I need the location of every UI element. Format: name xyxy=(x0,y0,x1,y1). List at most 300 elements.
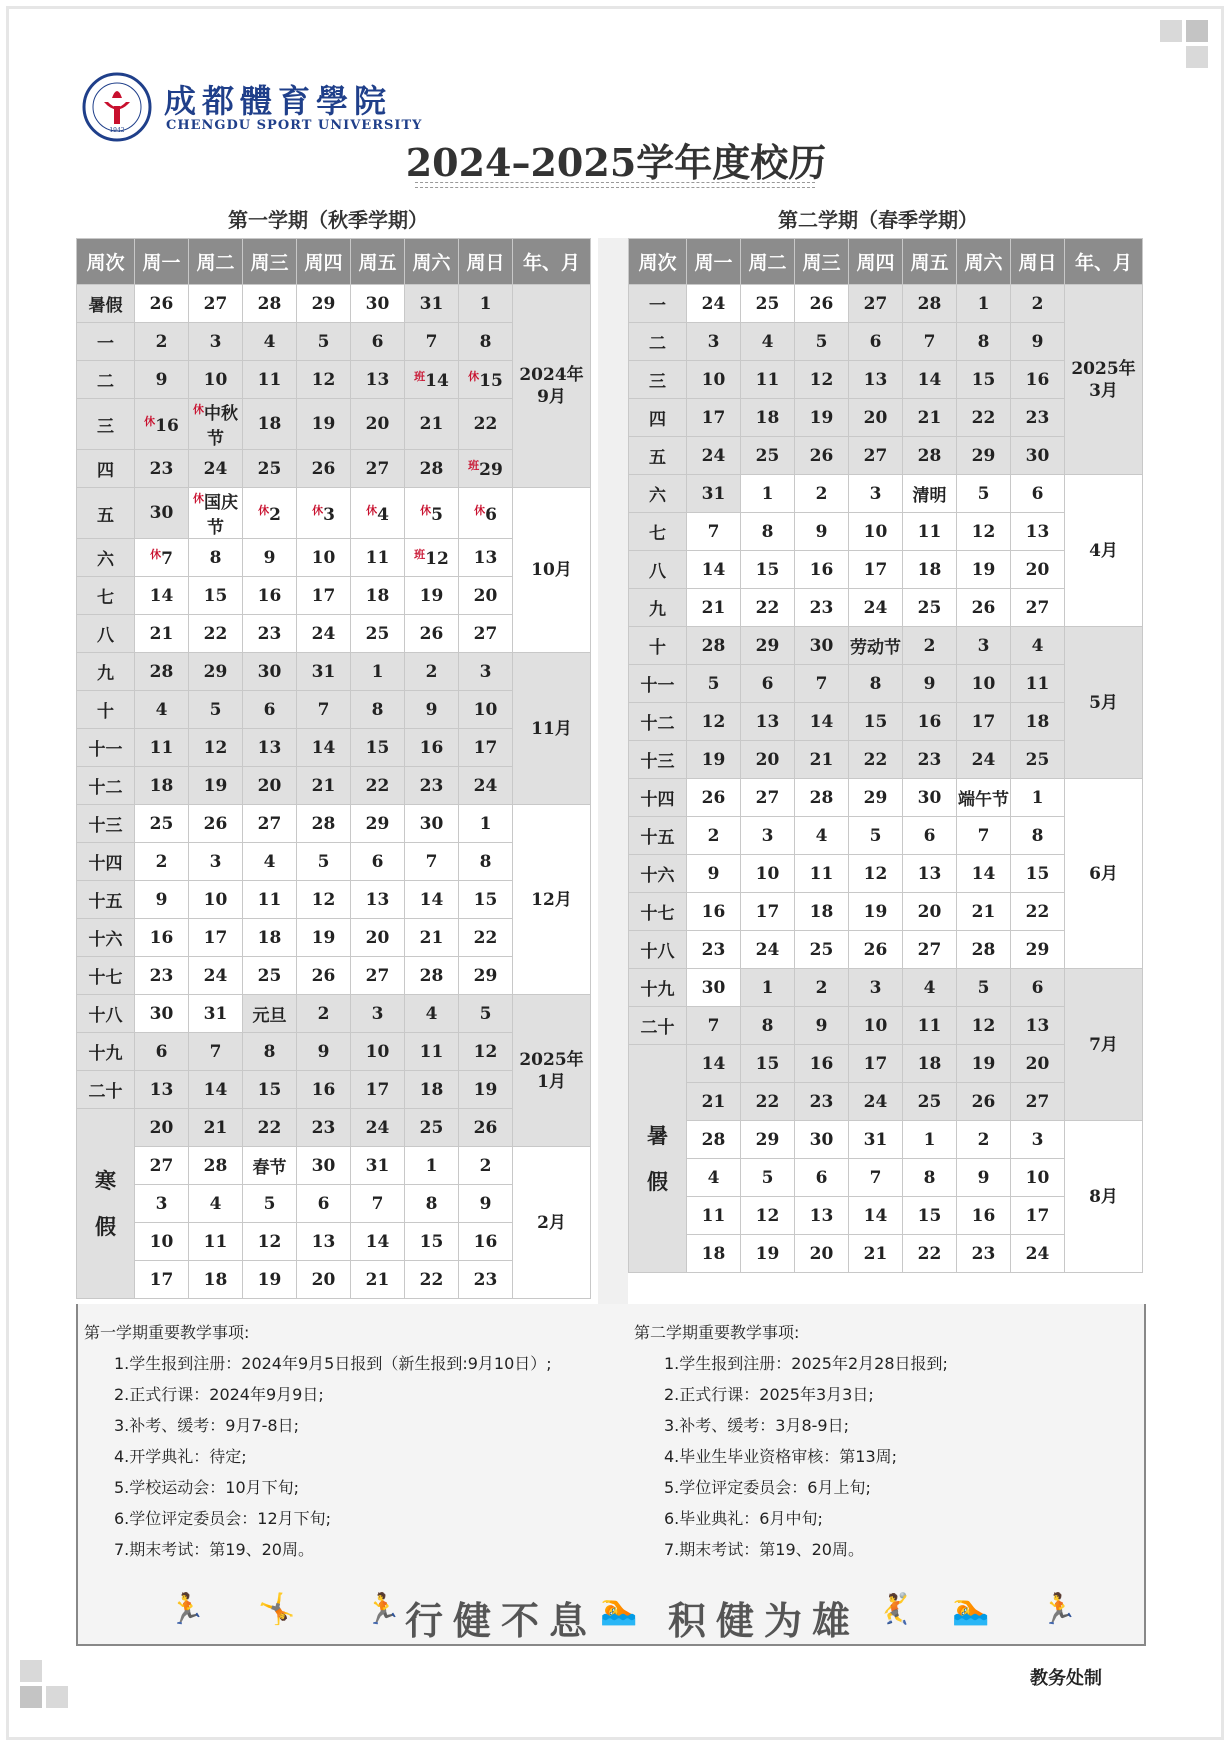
day-cell: 29 xyxy=(459,957,513,995)
header-0: 周次 xyxy=(629,239,687,285)
day-cell: 15 xyxy=(351,729,405,767)
day-cell: 10 xyxy=(189,881,243,919)
header-0: 周次 xyxy=(77,239,135,285)
header-3: 周三 xyxy=(243,239,297,285)
holiday-mark: 休 xyxy=(474,503,486,517)
note-item: 4.毕业生毕业资格审核：第13周; xyxy=(664,1447,898,1466)
month-label: 12月 xyxy=(513,805,591,995)
day-cell: 25 xyxy=(243,957,297,995)
day-cell: 20 xyxy=(1011,1045,1065,1083)
day-cell: 22 xyxy=(405,1261,459,1299)
note-item: 6.学位评定委员会：12月下旬; xyxy=(114,1509,332,1528)
week-label: 十七 xyxy=(629,893,687,931)
week-label: 十五 xyxy=(77,881,135,919)
day-cell: 22 xyxy=(1011,893,1065,931)
day-cell: 9 xyxy=(297,1033,351,1071)
day-cell: 20 xyxy=(459,577,513,615)
day-cell: 30 xyxy=(795,627,849,665)
day-number: 29 xyxy=(479,460,503,480)
day-cell: 14 xyxy=(957,855,1011,893)
day-cell: 2 xyxy=(957,1121,1011,1159)
month-label: 11月 xyxy=(513,653,591,805)
day-cell: 24 xyxy=(459,767,513,805)
week-label: 十八 xyxy=(629,931,687,969)
day-cell: 24 xyxy=(849,1083,903,1121)
day-cell: 3 xyxy=(957,627,1011,665)
day-cell: 12 xyxy=(957,1007,1011,1045)
day-number: 6 xyxy=(485,504,497,525)
day-cell xyxy=(405,488,459,539)
day-cell: 28 xyxy=(903,437,957,475)
day-cell: 31 xyxy=(189,995,243,1033)
day-cell: 4 xyxy=(687,1159,741,1197)
day-cell: 20 xyxy=(849,399,903,437)
day-cell: 27 xyxy=(1011,1083,1065,1121)
day-cell: 10 xyxy=(957,665,1011,703)
month-label: 2月 xyxy=(513,1147,591,1299)
table-row xyxy=(77,488,591,539)
corner-decoration xyxy=(1186,46,1208,68)
holiday-mark: 班 xyxy=(414,370,426,383)
day-cell: 7 xyxy=(903,323,957,361)
week-label: 十八 xyxy=(77,995,135,1033)
day-cell: 19 xyxy=(243,1261,297,1299)
week-label: 十三 xyxy=(629,741,687,779)
month-label: 2024年 9月 xyxy=(513,285,591,488)
day-cell: 1 xyxy=(741,969,795,1007)
day-cell: 20 xyxy=(741,741,795,779)
day-cell: 27 xyxy=(459,615,513,653)
day-cell xyxy=(459,450,513,488)
day-cell: 25 xyxy=(405,1109,459,1147)
day-cell: 8 xyxy=(351,691,405,729)
week-label: 二十 xyxy=(77,1071,135,1109)
day-cell: 12 xyxy=(297,881,351,919)
day-cell: 13 xyxy=(351,361,405,399)
day-cell: 6 xyxy=(135,1033,189,1071)
day-cell: 26 xyxy=(297,450,351,488)
day-number: 国庆节 xyxy=(204,493,238,538)
day-cell: 5 xyxy=(795,323,849,361)
month-label: 6月 xyxy=(1065,779,1143,969)
day-cell: 6 xyxy=(1011,475,1065,513)
day-cell: 22 xyxy=(243,1109,297,1147)
day-cell: 2 xyxy=(903,627,957,665)
day-cell: 劳动节 xyxy=(849,627,903,665)
day-cell: 2 xyxy=(795,475,849,513)
week-label: 五 xyxy=(629,437,687,475)
day-cell: 12 xyxy=(795,361,849,399)
table-row xyxy=(629,285,1143,323)
day-cell: 27 xyxy=(903,931,957,969)
day-cell: 10 xyxy=(135,1223,189,1261)
day-cell: 29 xyxy=(957,437,1011,475)
semester1-notes xyxy=(84,1320,552,1568)
day-cell: 21 xyxy=(405,399,459,450)
corner-decoration xyxy=(46,1686,68,1708)
week-label: 二 xyxy=(77,361,135,399)
day-cell: 16 xyxy=(405,729,459,767)
day-cell: 5 xyxy=(687,665,741,703)
header-6: 周六 xyxy=(957,239,1011,285)
day-number: 12 xyxy=(425,549,449,569)
day-cell: 27 xyxy=(189,285,243,323)
day-cell: 12 xyxy=(849,855,903,893)
day-cell: 1 xyxy=(957,285,1011,323)
day-cell: 11 xyxy=(795,855,849,893)
week-label: 十六 xyxy=(629,855,687,893)
day-cell: 28 xyxy=(405,450,459,488)
day-cell: 4 xyxy=(405,995,459,1033)
day-cell: 15 xyxy=(243,1071,297,1109)
day-cell: 13 xyxy=(1011,513,1065,551)
day-cell: 2 xyxy=(135,323,189,361)
day-cell: 23 xyxy=(687,931,741,969)
day-cell: 23 xyxy=(957,1235,1011,1273)
week-label: 八 xyxy=(629,551,687,589)
table-row xyxy=(629,627,1143,665)
day-cell: 15 xyxy=(957,361,1011,399)
day-cell: 28 xyxy=(687,1121,741,1159)
day-cell: 27 xyxy=(849,437,903,475)
note-item: 1.学生报到注册：2024年9月5日报到（新生报到:9月10日）; xyxy=(114,1354,552,1373)
day-cell: 9 xyxy=(795,1007,849,1045)
day-cell xyxy=(351,488,405,539)
day-cell: 8 xyxy=(189,539,243,577)
day-cell: 26 xyxy=(135,285,189,323)
corner-decoration xyxy=(1160,20,1182,42)
holiday-mark: 休 xyxy=(420,503,432,517)
week-label: 一 xyxy=(629,285,687,323)
day-cell: 7 xyxy=(297,691,351,729)
day-cell: 13 xyxy=(243,729,297,767)
day-cell: 6 xyxy=(849,323,903,361)
day-cell: 18 xyxy=(243,919,297,957)
week-label: 四 xyxy=(629,399,687,437)
semester2-calendar xyxy=(628,238,1143,1273)
day-cell: 10 xyxy=(687,361,741,399)
day-cell: 18 xyxy=(1011,703,1065,741)
day-cell: 11 xyxy=(1011,665,1065,703)
day-cell: 28 xyxy=(135,653,189,691)
day-cell xyxy=(405,539,459,577)
week-label: 十九 xyxy=(629,969,687,1007)
day-cell: 22 xyxy=(189,615,243,653)
day-cell: 1 xyxy=(405,1147,459,1185)
day-cell: 21 xyxy=(687,1083,741,1121)
title-underline xyxy=(415,182,815,188)
day-cell: 23 xyxy=(1011,399,1065,437)
day-cell: 12 xyxy=(297,361,351,399)
day-cell: 18 xyxy=(351,577,405,615)
day-cell: 4 xyxy=(135,691,189,729)
semester2-label: 第二学期（春季学期） xyxy=(778,208,978,232)
day-cell: 17 xyxy=(849,1045,903,1083)
day-cell: 20 xyxy=(795,1235,849,1273)
day-cell: 13 xyxy=(1011,1007,1065,1045)
day-cell: 16 xyxy=(135,919,189,957)
day-cell: 16 xyxy=(903,703,957,741)
day-cell: 21 xyxy=(351,1261,405,1299)
day-cell: 3 xyxy=(687,323,741,361)
day-cell: 20 xyxy=(297,1261,351,1299)
day-cell: 8 xyxy=(741,1007,795,1045)
notes-title: 第二学期重要教学事项: xyxy=(634,1323,800,1342)
day-cell: 17 xyxy=(297,577,351,615)
day-cell: 4 xyxy=(189,1185,243,1223)
day-cell: 21 xyxy=(795,741,849,779)
day-cell: 19 xyxy=(687,741,741,779)
day-cell: 6 xyxy=(1011,969,1065,1007)
notes-title: 第一学期重要教学事项: xyxy=(84,1323,250,1342)
day-cell: 1 xyxy=(459,805,513,843)
swimmer-icon: 🏊 xyxy=(600,1592,638,1627)
header-2: 周二 xyxy=(741,239,795,285)
day-cell: 9 xyxy=(795,513,849,551)
day-cell: 22 xyxy=(459,919,513,957)
day-cell: 5 xyxy=(957,475,1011,513)
day-cell: 10 xyxy=(189,361,243,399)
week-label: 八 xyxy=(77,615,135,653)
day-cell: 29 xyxy=(1011,931,1065,969)
day-cell: 5 xyxy=(297,843,351,881)
day-cell: 25 xyxy=(243,450,297,488)
day-cell: 14 xyxy=(903,361,957,399)
table-separator xyxy=(598,238,628,1304)
day-cell: 4 xyxy=(903,969,957,1007)
day-cell xyxy=(405,361,459,399)
day-cell: 8 xyxy=(405,1185,459,1223)
week-label: 十九 xyxy=(77,1033,135,1071)
school-name-cn: 成都體育學院 xyxy=(164,82,393,120)
table-row xyxy=(629,1121,1143,1159)
week-label: 暑假 xyxy=(77,285,135,323)
day-cell: 14 xyxy=(795,703,849,741)
month-label: 2025年 3月 xyxy=(1065,285,1143,475)
day-cell xyxy=(297,488,351,539)
day-cell: 30 xyxy=(795,1121,849,1159)
corner-decoration xyxy=(1186,20,1208,42)
runner-icon: 🏃 xyxy=(168,1592,206,1627)
week-label: 三 xyxy=(77,399,135,450)
day-cell: 10 xyxy=(351,1033,405,1071)
day-cell: 23 xyxy=(243,615,297,653)
day-cell: 23 xyxy=(405,767,459,805)
day-cell: 元旦 xyxy=(243,995,297,1033)
week-label: 十四 xyxy=(77,843,135,881)
day-cell: 20 xyxy=(351,399,405,450)
day-cell: 18 xyxy=(687,1235,741,1273)
day-cell: 26 xyxy=(849,931,903,969)
day-cell: 9 xyxy=(405,691,459,729)
day-cell: 19 xyxy=(297,919,351,957)
month-label: 2025年 1月 xyxy=(513,995,591,1147)
day-cell: 16 xyxy=(243,577,297,615)
day-cell: 20 xyxy=(135,1109,189,1147)
day-cell: 7 xyxy=(687,1007,741,1045)
day-cell: 23 xyxy=(135,957,189,995)
day-cell: 14 xyxy=(687,1045,741,1083)
week-label: 六 xyxy=(629,475,687,513)
day-cell: 30 xyxy=(351,285,405,323)
day-cell: 28 xyxy=(903,285,957,323)
note-item: 5.学校运动会：10月下旬; xyxy=(114,1478,300,1497)
day-cell: 7 xyxy=(405,323,459,361)
day-cell: 25 xyxy=(1011,741,1065,779)
day-cell: 15 xyxy=(1011,855,1065,893)
day-cell: 22 xyxy=(459,399,513,450)
day-cell: 15 xyxy=(741,1045,795,1083)
week-label: 十三 xyxy=(77,805,135,843)
day-cell: 3 xyxy=(849,475,903,513)
day-cell: 20 xyxy=(351,919,405,957)
table-row xyxy=(77,995,591,1033)
day-cell: 25 xyxy=(741,437,795,475)
day-cell: 24 xyxy=(849,589,903,627)
day-cell: 27 xyxy=(351,450,405,488)
day-cell: 6 xyxy=(297,1185,351,1223)
swimmer-icon: 🏊 xyxy=(952,1592,990,1627)
day-cell: 11 xyxy=(741,361,795,399)
day-cell: 18 xyxy=(903,551,957,589)
day-cell: 24 xyxy=(741,931,795,969)
note-item: 2.正式行课：2024年9月9日; xyxy=(114,1385,324,1404)
holiday-mark: 休 xyxy=(312,503,324,517)
day-cell: 30 xyxy=(135,995,189,1033)
day-cell: 12 xyxy=(189,729,243,767)
day-cell: 15 xyxy=(903,1197,957,1235)
day-cell: 7 xyxy=(189,1033,243,1071)
day-cell: 21 xyxy=(957,893,1011,931)
week-label: 二十 xyxy=(629,1007,687,1045)
week-label: 十一 xyxy=(629,665,687,703)
day-cell: 5 xyxy=(459,995,513,1033)
day-cell: 30 xyxy=(1011,437,1065,475)
note-item: 4.开学典礼：待定; xyxy=(114,1447,247,1466)
day-cell: 17 xyxy=(687,399,741,437)
day-cell: 18 xyxy=(741,399,795,437)
corner-decoration xyxy=(20,1660,42,1682)
day-cell: 7 xyxy=(351,1185,405,1223)
day-number: 14 xyxy=(425,371,449,391)
day-cell: 2 xyxy=(459,1147,513,1185)
note-item: 2.正式行课：2025年3月3日; xyxy=(664,1385,874,1404)
day-cell: 14 xyxy=(849,1197,903,1235)
day-cell: 2 xyxy=(405,653,459,691)
week-label: 十二 xyxy=(77,767,135,805)
note-item: 3.补考、缓考：9月7-8日; xyxy=(114,1416,299,1435)
week-label: 九 xyxy=(629,589,687,627)
week-label: 四 xyxy=(77,450,135,488)
day-cell: 10 xyxy=(741,855,795,893)
issuer-footer: 教务处制 xyxy=(1030,1668,1102,1689)
day-cell: 7 xyxy=(957,817,1011,855)
header-1: 周一 xyxy=(687,239,741,285)
day-cell: 30 xyxy=(405,805,459,843)
day-cell: 19 xyxy=(405,577,459,615)
day-cell: 27 xyxy=(351,957,405,995)
holiday-mark: 休 xyxy=(258,503,270,517)
day-cell: 16 xyxy=(297,1071,351,1109)
day-cell: 23 xyxy=(297,1109,351,1147)
day-cell: 3 xyxy=(459,653,513,691)
month-label: 7月 xyxy=(1065,969,1143,1121)
runner-icon: 🏃 xyxy=(1040,1592,1078,1627)
day-number: 15 xyxy=(479,371,503,391)
header-3: 周三 xyxy=(795,239,849,285)
day-cell: 27 xyxy=(1011,589,1065,627)
day-cell: 13 xyxy=(459,539,513,577)
day-cell: 13 xyxy=(741,703,795,741)
day-cell xyxy=(189,488,243,539)
day-cell: 14 xyxy=(405,881,459,919)
day-cell: 31 xyxy=(405,285,459,323)
day-cell: 29 xyxy=(741,627,795,665)
day-cell: 28 xyxy=(687,627,741,665)
day-cell: 21 xyxy=(297,767,351,805)
day-cell: 2 xyxy=(687,817,741,855)
day-cell: 16 xyxy=(459,1223,513,1261)
day-cell: 24 xyxy=(189,957,243,995)
day-cell: 4 xyxy=(1011,627,1065,665)
day-cell: 9 xyxy=(903,665,957,703)
day-cell: 30 xyxy=(135,488,189,539)
day-cell: 23 xyxy=(135,450,189,488)
day-cell xyxy=(135,539,189,577)
day-cell: 4 xyxy=(243,843,297,881)
day-cell: 29 xyxy=(189,653,243,691)
day-cell: 3 xyxy=(189,323,243,361)
week-label: 十二 xyxy=(629,703,687,741)
day-cell: 14 xyxy=(687,551,741,589)
day-cell: 13 xyxy=(351,881,405,919)
day-cell: 12 xyxy=(957,513,1011,551)
day-number: 5 xyxy=(431,504,443,525)
day-cell: 14 xyxy=(189,1071,243,1109)
day-cell: 27 xyxy=(849,285,903,323)
page-title: 2024–2025学年度校历 xyxy=(405,140,827,185)
day-cell: 7 xyxy=(849,1159,903,1197)
day-cell: 14 xyxy=(135,577,189,615)
day-cell: 29 xyxy=(741,1121,795,1159)
day-cell: 8 xyxy=(741,513,795,551)
day-cell: 24 xyxy=(957,741,1011,779)
day-cell: 21 xyxy=(903,399,957,437)
day-cell: 31 xyxy=(297,653,351,691)
day-cell: 22 xyxy=(849,741,903,779)
vacation-label: 寒 假 xyxy=(77,1109,135,1299)
day-cell: 18 xyxy=(795,893,849,931)
week-label: 七 xyxy=(77,577,135,615)
day-cell: 6 xyxy=(351,843,405,881)
day-cell: 9 xyxy=(135,361,189,399)
day-cell: 19 xyxy=(459,1071,513,1109)
day-cell: 24 xyxy=(1011,1235,1065,1273)
day-cell: 18 xyxy=(243,399,297,450)
day-cell: 11 xyxy=(243,881,297,919)
gymnast-icon: 🤾 xyxy=(876,1592,914,1627)
day-cell: 29 xyxy=(351,805,405,843)
week-label: 二 xyxy=(629,323,687,361)
day-cell: 5 xyxy=(297,323,351,361)
day-number: 7 xyxy=(161,549,173,569)
week-label: 十六 xyxy=(77,919,135,957)
day-cell: 11 xyxy=(903,1007,957,1045)
day-cell: 30 xyxy=(903,779,957,817)
header-8: 年、月 xyxy=(1065,239,1143,285)
day-cell: 1 xyxy=(741,475,795,513)
day-cell: 27 xyxy=(135,1147,189,1185)
